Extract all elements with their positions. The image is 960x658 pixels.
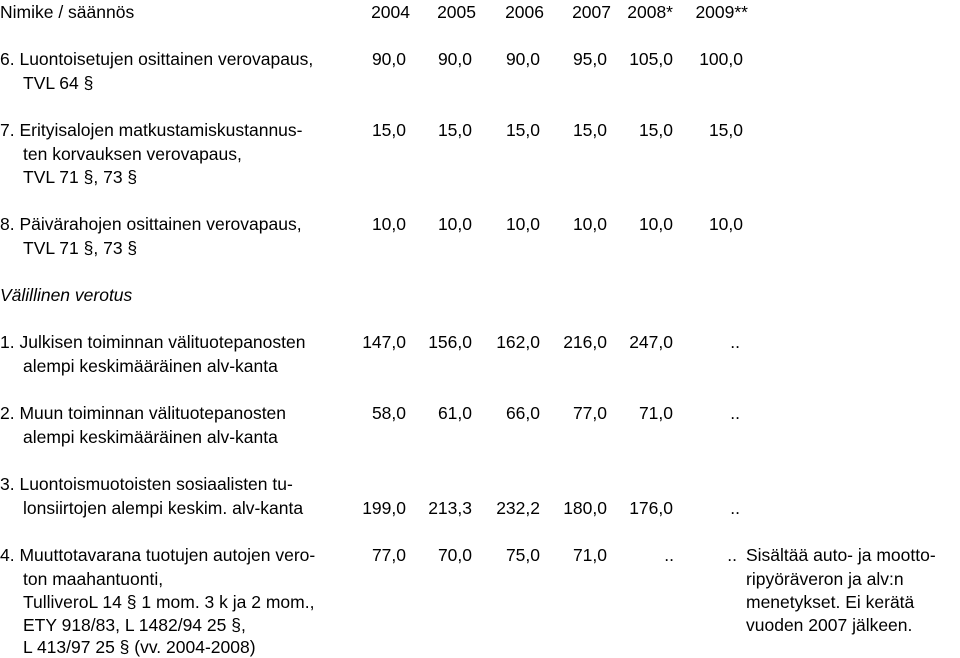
row-value: 75,0 <box>505 545 540 565</box>
row-value: 77,0 <box>572 403 607 423</box>
row-value: 147,0 <box>362 332 406 352</box>
row-label-line: ten korvauksen verovapaus, <box>23 144 242 164</box>
row-note-line: ripyöräveron ja alv:n <box>746 569 904 589</box>
row-label-line: TVL 71 §, 73 § <box>23 167 138 187</box>
row-value: 180,0 <box>563 498 607 518</box>
row-value: 10,0 <box>708 214 743 234</box>
row-value: 15,0 <box>437 120 472 140</box>
row-value: .. <box>727 545 737 565</box>
row-label-line: 8. Päivärahojen osittainen verovapaus, <box>0 214 302 234</box>
row-label-line: lonsiirtojen alempi keskim. alv-kanta <box>23 498 304 518</box>
row-value: 71,0 <box>638 403 673 423</box>
row-value: 216,0 <box>563 332 607 352</box>
row-value: 66,0 <box>505 403 540 423</box>
row-label-line: 6. Luontoisetujen osittainen verovapaus, <box>0 49 314 69</box>
row-label-line: 1. Julkisen toiminnan välituotepanosten <box>0 332 306 352</box>
row-value: 10,0 <box>638 214 673 234</box>
column-header-year: 2005 <box>437 2 476 22</box>
row-label-line: alempi keskimääräinen alv-kanta <box>23 427 278 447</box>
row-value: 90,0 <box>505 49 540 69</box>
row-label-line: alempi keskimääräinen alv-kanta <box>23 356 278 376</box>
row-value: 15,0 <box>572 120 607 140</box>
row-label-line: 4. Muuttotavarana tuotujen autojen vero- <box>0 545 316 565</box>
row-label-line: TulliveroL 14 § 1 mom. 3 k ja 2 mom., <box>23 592 315 612</box>
row-value: 232,2 <box>496 498 540 518</box>
row-label-line: TVL 71 §, 73 § <box>23 238 138 258</box>
row-value: 213,3 <box>428 498 472 518</box>
section-heading: Välillinen verotus <box>0 285 133 305</box>
row-value: 90,0 <box>437 49 472 69</box>
row-label-line: 7. Erityisalojen matkustamiskustannus- <box>0 120 303 140</box>
row-label-line: 2. Muun toiminnan välituotepanosten <box>0 403 287 423</box>
row-value: 70,0 <box>437 545 472 565</box>
row-value: 199,0 <box>362 498 406 518</box>
row-label-line: 3. Luontoismuotoisten sosiaalisten tu- <box>0 474 293 494</box>
row-label-line: TVL 64 § <box>23 73 94 93</box>
row-value: .. <box>730 403 740 423</box>
row-value: 95,0 <box>572 49 607 69</box>
row-note-line: menetykset. Ei kerätä <box>746 592 915 612</box>
column-header-year: 2006 <box>505 2 544 22</box>
row-note-line: vuoden 2007 jälkeen. <box>746 615 913 635</box>
row-value: 77,0 <box>371 545 406 565</box>
row-value: 105,0 <box>629 49 673 69</box>
row-value: 61,0 <box>437 403 472 423</box>
column-header-year: 2008* <box>627 2 673 22</box>
row-value: 10,0 <box>572 214 607 234</box>
row-value: 15,0 <box>371 120 406 140</box>
column-header-year: 2007 <box>572 2 611 22</box>
row-value: .. <box>730 332 740 352</box>
row-value: 162,0 <box>496 332 540 352</box>
row-label-line: ton maahantuonti, <box>23 569 164 589</box>
row-value: 90,0 <box>371 49 406 69</box>
column-header-year: 2009** <box>695 2 748 22</box>
row-value: 58,0 <box>371 403 406 423</box>
column-header-label: Nimike / säännös <box>0 2 135 22</box>
row-value: 15,0 <box>638 120 673 140</box>
row-value: 15,0 <box>505 120 540 140</box>
row-value: 156,0 <box>428 332 472 352</box>
row-value: 15,0 <box>708 120 743 140</box>
row-label-line: ETY 918/83, L 1482/94 25 §, <box>23 615 246 635</box>
row-value: 247,0 <box>629 332 673 352</box>
row-value: 10,0 <box>505 214 540 234</box>
row-label-line: L 413/97 25 § (vv. 2004-2008) <box>23 637 256 657</box>
column-header-year: 2004 <box>371 2 410 22</box>
row-value: 10,0 <box>371 214 406 234</box>
row-value: 176,0 <box>629 498 673 518</box>
row-value: 71,0 <box>572 545 607 565</box>
row-value: 100,0 <box>699 49 743 69</box>
row-value: .. <box>730 498 740 518</box>
row-value: .. <box>664 545 674 565</box>
row-note-line: Sisältää auto- ja mootto- <box>746 545 936 565</box>
row-value: 10,0 <box>437 214 472 234</box>
